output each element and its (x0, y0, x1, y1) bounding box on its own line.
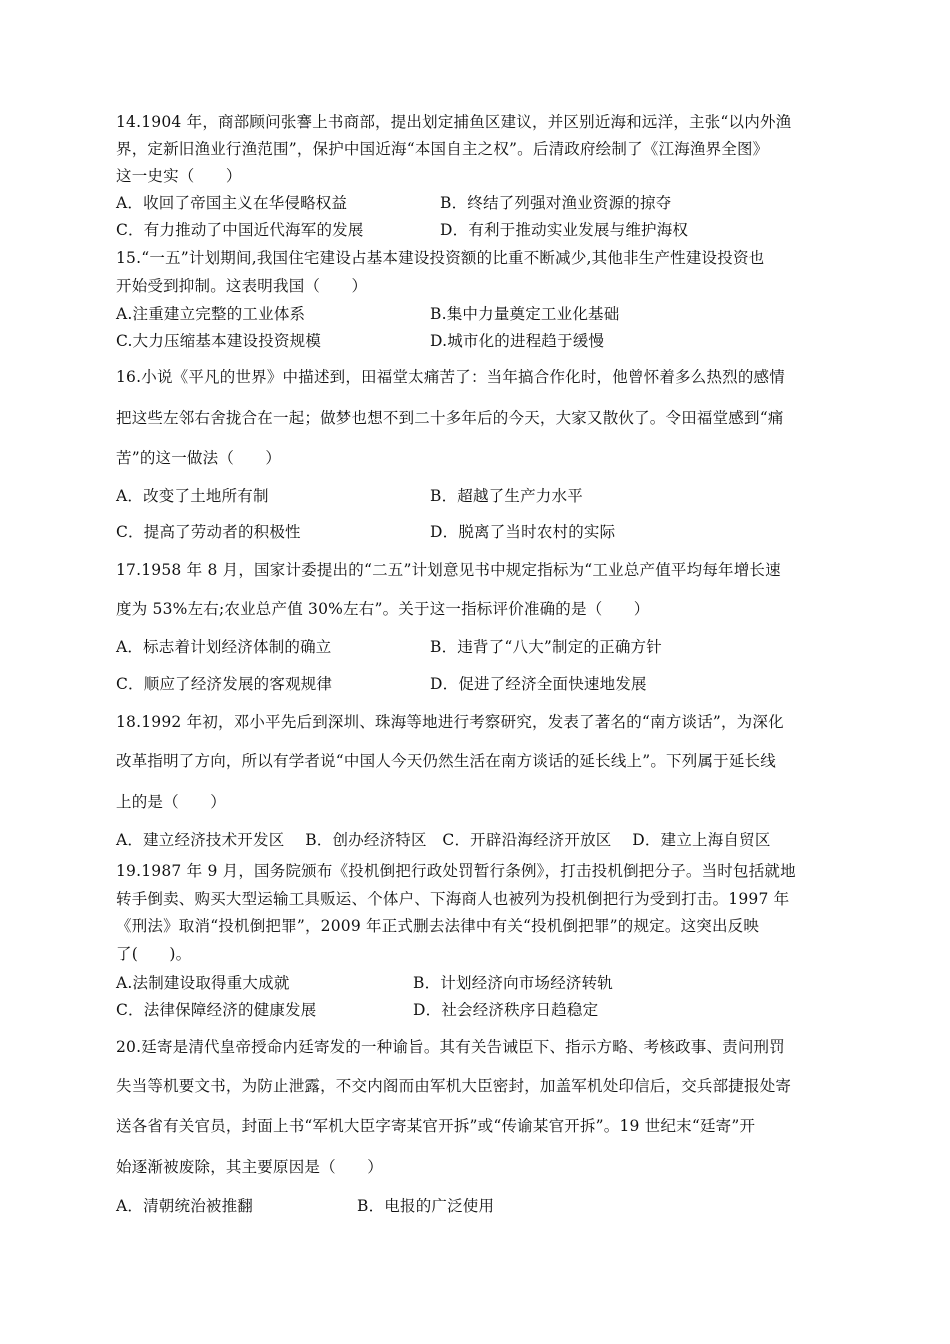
question-text-line: 开始受到抑制。这表明我国（ ） (116, 277, 368, 295)
question-text-line: 界，定新旧渔业行渔范围”，保护中国近海“本国自主之权”。后清政府绘制了《江海渔界全图》 (116, 140, 769, 158)
question-text-line: 转手倒卖、购买大型运输工具贩运、个体户、下海商人也被列为投机倒把行为受到打击。1997 年 (116, 890, 790, 908)
question-text-line: 18.1992 年初，邓小平先后到深圳、珠海等地进行考察研究，发表了著名的“南方谈话”，为深化 (116, 713, 784, 731)
question-text-line: 送各省有关官员，封面上书“军机大臣字寄某官开拆”或“传谕某官开拆”。19 世纪末“廷寄”开 (116, 1117, 756, 1135)
option-b: B．违背了“八大”制定的正确方针 (430, 638, 662, 656)
question-text-line: 改革指明了方向，所以有学者说“中国人今天仍然生活在南方谈话的延长线上”。下列属于延长线 (116, 752, 776, 770)
option-b: B．终结了列强对渔业资源的掠夺 (440, 194, 672, 212)
option-d: D．脱离了当时农村的实际 (430, 523, 616, 541)
option-c: C.大力压缩基本建设投资规模 (116, 332, 322, 350)
options-line: A．建立经济技术开发区 B．创办经济特区 C．开辟沿海经济开放区 D．建立上海自贸区 (116, 831, 771, 849)
option-b: B．电报的广泛使用 (357, 1197, 495, 1215)
option-b: B．计划经济向市场经济转轨 (413, 974, 613, 992)
question-text-line: 《刑法》取消“投机倒把罪”，2009 年正式删去法律中有关“投机倒把罪”的规定。这突出反映 (116, 917, 760, 935)
option-a: A．收回了帝国主义在华侵略权益 (116, 194, 348, 212)
option-c: C．顺应了经济发展的客观规律 (116, 675, 333, 693)
option-a: A．改变了土地所有制 (116, 487, 269, 505)
question-text-line: 16.小说《平凡的世界》中描述到，田福堂太痛苦了：当年搞合作化时，他曾怀着多么热烈的感情 (116, 368, 785, 386)
question-text-line: 14.1904 年，商部顾问张謇上书商部，提出划定捕鱼区建议，并区别近海和远洋，主张“以内外渔 (116, 113, 792, 131)
option-c: C．提高了劳动者的积极性 (116, 523, 301, 541)
option-c: C．有力推动了中国近代海军的发展 (116, 221, 364, 239)
question-text-line: 上的是（ ） (116, 793, 226, 811)
option-a: A．标志着计划经济体制的确立 (116, 638, 332, 656)
question-text-line: 把这些左邻右舍拢合在一起；做梦也想不到二十多年后的今天，大家又散伙了。令田福堂感到“痛 (116, 409, 784, 427)
option-b: B.集中力量奠定工业化基础 (430, 305, 620, 323)
option-d: D．促进了经济全面快速地发展 (430, 675, 647, 693)
question-text-line: 了( )。 (116, 945, 192, 963)
option-b: B．超越了生产力水平 (430, 487, 583, 505)
option-a: A.注重建立完整的工业体系 (116, 305, 306, 323)
option-a: A．清朝统治被推翻 (116, 1197, 253, 1215)
option-d: D．社会经济秩序日趋稳定 (413, 1001, 599, 1019)
option-c: C．法律保障经济的健康发展 (116, 1001, 317, 1019)
question-text-line: 19.1987 年 9 月，国务院颁布《投机倒把行政处罚暂行条例》，打击投机倒把分子。当时包括就地 (116, 862, 796, 880)
question-text-line: 17.1958 年 8 月，国家计委提出的“二五”计划意见书中规定指标为“工业总产值平均每年增长速 (116, 561, 781, 579)
option-d: D.城市化的进程趋于缓慢 (430, 332, 605, 350)
question-text-line: 度为 53%左右;农业总产值 30%左右”。关于这一指标评价准确的是（ ） (116, 600, 650, 618)
question-text-line: 失当等机要文书，为防止泄露，不交内阁而由军机大臣密封，加盖军机处印信后，交兵部捷报处寄 (116, 1077, 792, 1095)
option-a: A.法制建设取得重大成就 (116, 974, 290, 992)
question-text-line: 20.廷寄是清代皇帝授命内廷寄发的一种谕旨。其有关告诫臣下、指示方略、考核政事、责问刑罚 (116, 1038, 785, 1056)
question-text-line: 15.“一五”计划期间,我国住宅建设占基本建设投资额的比重不断减少,其他非生产性建设投资也 (116, 249, 765, 267)
question-text-line: 苦”的这一做法（ ） (116, 449, 282, 467)
option-d: D．有利于推动实业发展与维护海权 (440, 221, 689, 239)
question-text-line: 这一史实（ ） (116, 167, 242, 185)
question-text-line: 始逐渐被废除，其主要原因是（ ） (116, 1158, 383, 1176)
